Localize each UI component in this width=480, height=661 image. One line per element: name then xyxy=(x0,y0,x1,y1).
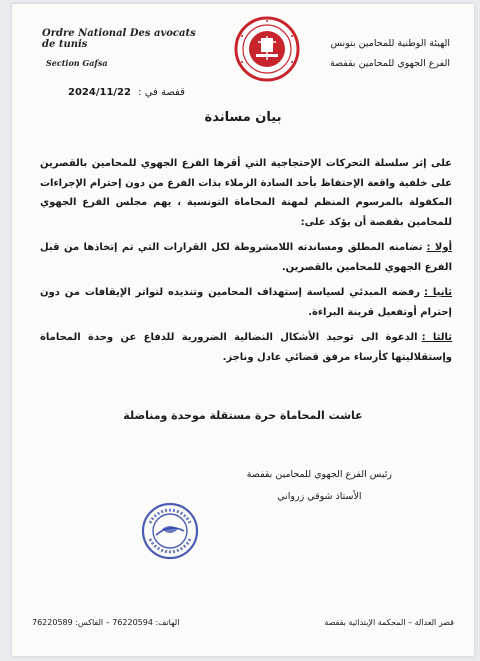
body-item xyxy=(40,283,452,322)
signature-block xyxy=(247,464,392,508)
footer-address: قصر العدالة – المحكمة الإبتدائية بقفصة xyxy=(324,618,454,627)
item-text: رفضه المبدئي لسياسة إستهداف المحامين وتنديده لتواتر الإيقافات من دون إحترام أوتفعيل قرينة البراءة. xyxy=(40,287,452,318)
header-ar-line2: الفرع الجهوي للمحامين بقفصة xyxy=(329,58,450,69)
footer-contact: الهاتف: 76220594 – الفاكس: 76220589 xyxy=(32,618,180,627)
item-key: ثانيا : xyxy=(424,287,452,298)
item-text: الدعوة الى توحيد الأشكال النضالية الضرورية للدفاع عن وحدة المحاماة وإستقلاليتها كأرساء مرفق قضائي عادل وناجز. xyxy=(40,332,452,363)
item-text: تضامنه المطلق ومساندته اللامشروطة لكل القرارات التي تم إتخاذها من قبل الفرع الجهوي للمحامين بالقصرين. xyxy=(40,242,452,273)
date-value: 2024/11/22 xyxy=(68,87,131,98)
body-intro: على إثر سلسلة التحركات الإحتجاجية التي أقرها الفرع الجهوي للمحامين بالقصرين على خلفية واقعة الإحتفاظ بأحد السادة الزملاء بذات الفرع من دون إحترام الإجراءات المكفولة بالمرسوم المنظم لمهنة المحاماة التونسية ، يهم مجلس الفرع الجهوي للمحامين بقفصة أن يؤكد على: xyxy=(40,158,452,228)
document-date xyxy=(68,87,185,98)
document-title: بيان مساندة xyxy=(204,110,282,125)
signatory-role: رئيس الفرع الجهوي للمحامين بقفصة xyxy=(246,469,392,480)
header-fr-line1: Ordre National Des avocats de tunis xyxy=(42,28,196,50)
item-key: ثالثا : xyxy=(421,332,453,343)
header-ar-line1: الهيئة الوطنية للمحامين بتونس xyxy=(330,38,450,49)
body-item xyxy=(40,238,452,277)
signatory-name: الأستاذ شوقي زرواني xyxy=(277,491,362,502)
header-fr-line2: Section Gafsa xyxy=(46,58,108,68)
body-item xyxy=(40,328,452,367)
closing-slogan: عاشت المحاماة حرة مستقلة موحدة ومناضلة xyxy=(123,409,363,422)
item-key: أولا : xyxy=(426,242,452,253)
document-body xyxy=(40,154,452,367)
header-arabic xyxy=(280,34,450,74)
header-french xyxy=(42,28,202,68)
official-stamp-icon xyxy=(140,501,200,561)
document-page xyxy=(12,4,474,656)
date-label: قفصة في : xyxy=(138,87,185,98)
